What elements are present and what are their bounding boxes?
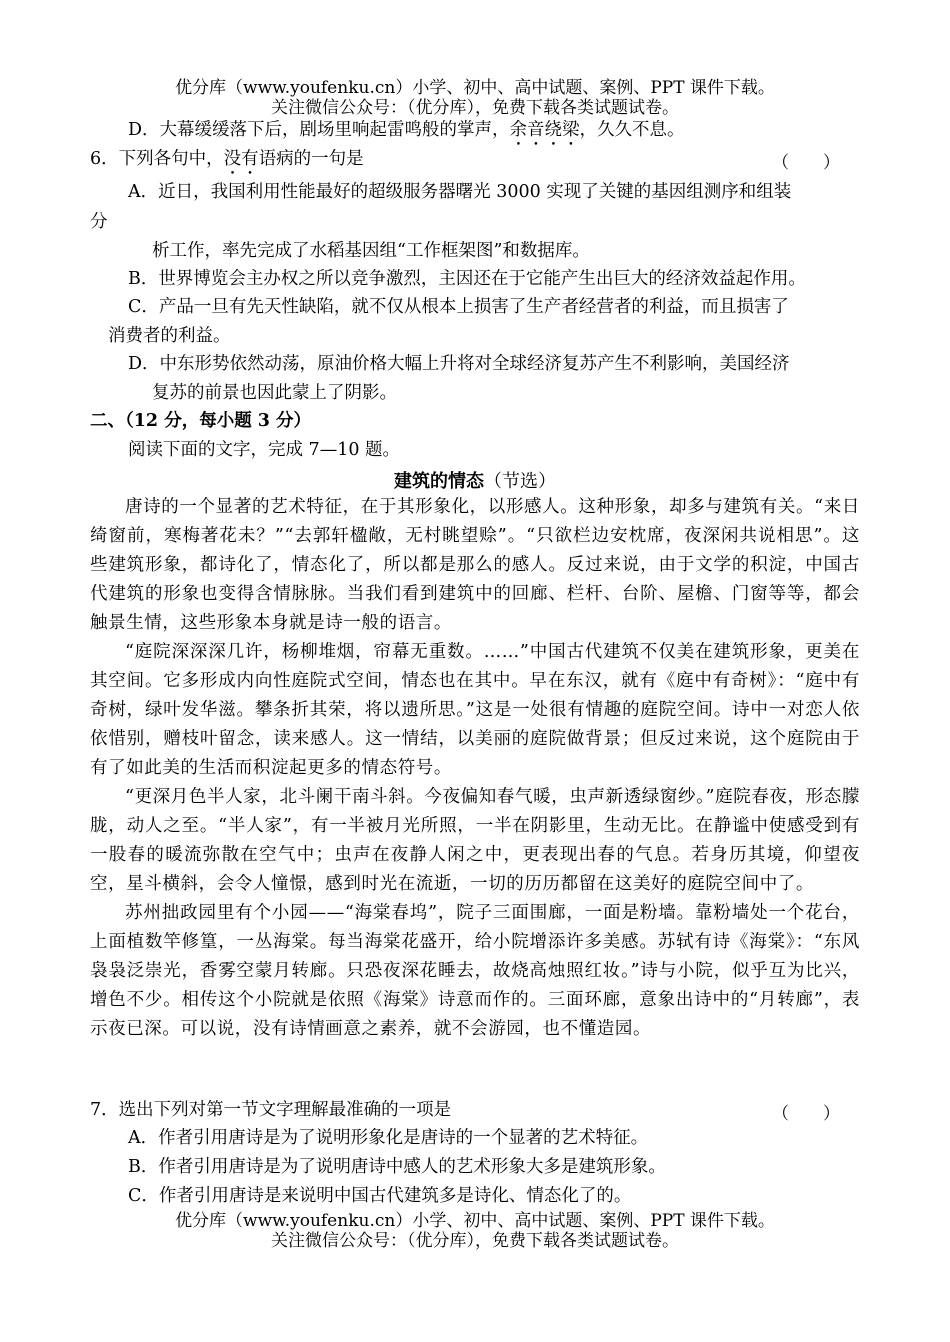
- passage-title: 建筑的情态（节选）: [394, 471, 556, 492]
- passage-paragraph-3: “更深月色半人家，北斗阑干南斗斜。今夜偏知春气暖，虫声新透绿窗纱。”庭院春夜，形态朦胧，动人之至。“半人家”，有一半被月光所照，一半在阴影里，生动无比。在静谧中使感受到有一股春的暖流弥散在空气中；虫声在夜静人闲之中，更表现出春的气息。若身历其境，仰望夜空，星斗横斜，会令人憧憬，感到时光在流逝，一切的历历都留在这美好的庭院空间中了。: [90, 787, 860, 894]
- q5-option-d: D．大幕缓缓落下后，剧场里响起雷鸣般的掌声，余音绕梁，久久不息。: [128, 120, 685, 140]
- q7-answer-bracket: （ ）: [772, 1104, 840, 1124]
- q6-stem: 6．下列各句中，没有语病的一句是: [90, 149, 364, 169]
- header-line-1: 优分库（www.youfenku.cn）小学、初中、高中试题、案例、PPT 课件下载。: [175, 78, 775, 98]
- passage-paragraph-1: 唐诗的一个显著的艺术特征，在于其形象化，以形感人。这种形象，却多与建筑有关。“来日绮窗前，寒梅著花未？”“去郭轩楹敞，无村眺望赊”。“只欲栏边安枕席，夜深闲共说相思”。这些建筑形象，都诗化了，情态化了，所以都是那么的感人。反过来说，由于文学的积淀，中国古代建筑的形象也变得含情脉脉。当我们看到建筑中的回廊、栏杆、台阶、屋檐、门窗等等，都会触景生情，这些形象本身就是诗一般的语言。: [90, 497, 860, 633]
- q7-option-c: C．作者引用唐诗是来说明中国古代建筑多是诗化、情态化了的。: [128, 1186, 632, 1206]
- q7-option-b: B．作者引用唐诗是为了说明唐诗中感人的艺术形象大多是建筑形象。: [128, 1157, 666, 1177]
- q6-option-c-line1: C．产品一旦有先天性缺陷，就不仅从根本上损害了生产者经营者的利益，而且损害了: [128, 297, 789, 317]
- passage-paragraph-2: “庭院深深深几许，杨柳堆烟，帘幕无重数。……”中国古代建筑不仅美在建筑形象，更美在其空间。它多形成内向性庭院式空间，情态也在其中。早在东汉，就有《庭中有奇树》：“庭中有奇树，绿叶发华滋。攀条折其荣，将以遗所思。”这是一处很有情趣的庭院空间。诗中一对恋人依依惜别，赠枝叶留念，读来感人。这一情结，以美丽的庭院做背景；但反过来说，这个庭院由于有了如此美的生活而积淀起更多的情态符号。: [90, 642, 860, 778]
- q6-option-a-line1: A．近日，我国利用性能最好的超级服务器曙光 3000 实现了关键的基因组测序和组装: [128, 182, 792, 202]
- q6-answer-bracket: （ ）: [772, 153, 840, 173]
- q6-option-a-line3: 析工作，率先完成了水稻基因组“工作框架图”和数据库。: [152, 241, 590, 261]
- passage-body: [90, 493, 860, 1044]
- q5-dotted-phrase: 余音绕梁: [509, 120, 580, 140]
- footer-line-2: 关注微信公众号：（优分库），免费下载各类试题试卷。: [271, 1231, 679, 1251]
- header-line-2: 关注微信公众号：（优分库），免费下载各类试题试卷。: [271, 98, 679, 118]
- q6-dotted-word: 没有: [223, 149, 259, 169]
- section-2-instruction: 阅读下面的文字，完成 7—10 题。: [128, 440, 401, 460]
- q6-option-a-line2: 分: [90, 212, 108, 232]
- q7-stem: 7．选出下列对第一节文字理解最准确的一项是: [90, 1100, 452, 1120]
- q6-option-d-line1: D．中东形势依然动荡，原油价格大幅上升将对全球经济复苏产生不利影响，美国经济: [128, 354, 790, 374]
- section-2-heading: 二、（12 分，每小题 3 分）: [90, 411, 312, 431]
- footer-line-1: 优分库（www.youfenku.cn）小学、初中、高中试题、案例、PPT 课件下载。: [175, 1211, 775, 1231]
- q7-option-a: A．作者引用唐诗是为了说明形象化是唐诗的一个显著的艺术特征。: [128, 1128, 649, 1148]
- q6-option-b: B．世界博览会主办权之所以竞争激烈，主因还在于它能产生出巨大的经济效益起作用。: [128, 269, 806, 289]
- q6-option-c-line2: 消费者的利益。: [108, 326, 231, 346]
- passage-paragraph-4: 苏州拙政园里有个小园——“海棠春坞”，院子三面围廊，一面是粉墙。靠粉墙处一个花台，上面植数竿修篁，一丛海棠。每当海棠花盛开，给小院增添许多美感。苏轼有诗《海棠》：“东风袅袅泛崇光，香雾空蒙月转廊。只恐夜深花睡去，故烧高烛照红妆。”诗与小院，似乎互为比兴，增色不少。相传这个小院就是依照《海棠》诗意而作的。三面环廊，意象出诗中的“月转廊”，表示夜已深。可以说，没有诗情画意之素养，就不会游园，也不懂造园。: [90, 903, 860, 1039]
- q6-option-d-line2: 复苏的前景也因此蒙上了阴影。: [152, 383, 397, 403]
